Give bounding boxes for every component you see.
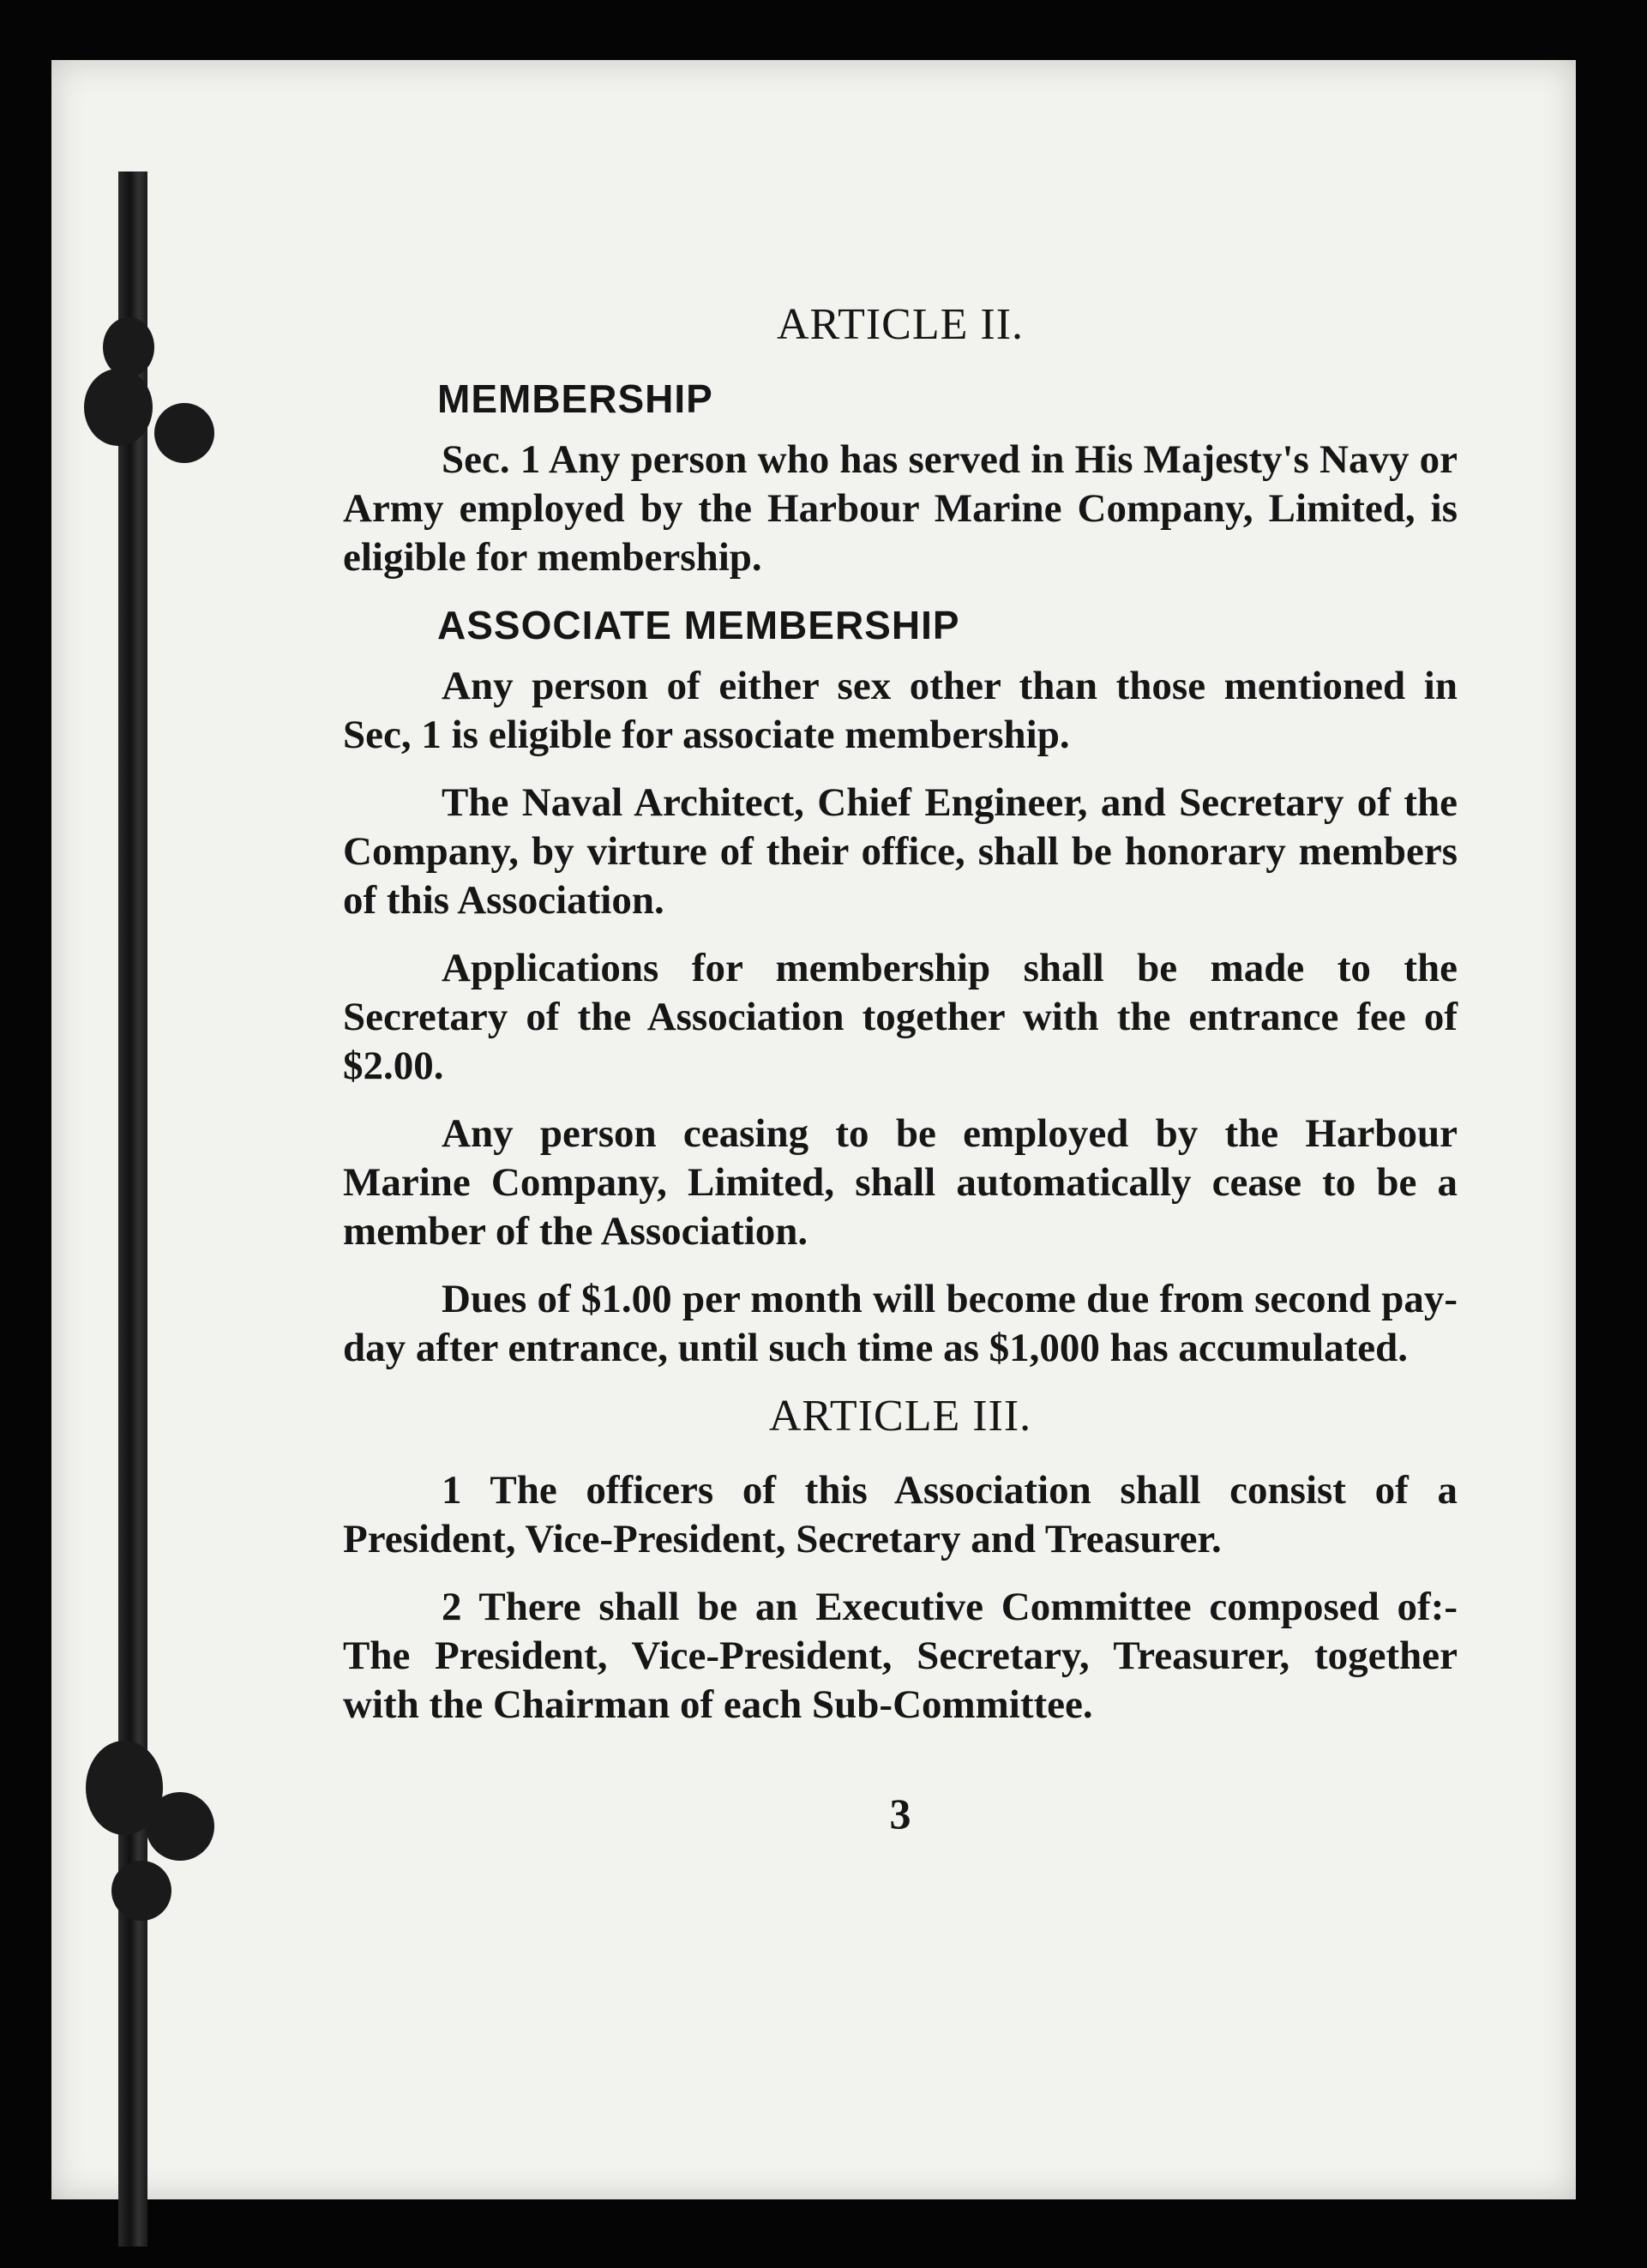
binding-knot-top-2: [154, 403, 214, 463]
officers-paragraph: 1 The officers of this Association shall consist of a President, Vice-President, Secretary and Treasurer.: [343, 1468, 1458, 1561]
membership-heading: MEMBERSHIP: [437, 376, 713, 421]
binding-knot-bottom-3: [111, 1861, 171, 1921]
article-3-title: ARTICLE III.: [768, 1392, 1032, 1441]
sec-1-paragraph: Sec. 1 Any person who has served in His Majesty's Navy or Army employed by the Harbour Marine Company, Limited, is eligible for membership.: [343, 437, 1458, 580]
dues-paragraph: Dues of $1.00 per month will become due from second pay-day after entrance, until such time as $1,000 has accumulated.: [343, 1277, 1458, 1370]
document-text: [343, 300, 1458, 1838]
honorary-paragraph: The Naval Architect, Chief Engineer, and Secretary of the Company, by virture of their office, shall be honorary members of this Association.: [343, 780, 1458, 923]
article-2-title: ARTICLE II.: [776, 300, 1025, 349]
page-number: 3: [889, 1790, 911, 1838]
associate-paragraph: Any person of either sex other than those mentioned in Sec, 1 is eligible for associate membership.: [343, 664, 1458, 757]
binding-knot-top: [84, 369, 153, 446]
applications-paragraph: Applications for membership shall be made to the Secretary of the Association together with the entrance fee of $2.00.: [343, 946, 1458, 1088]
page-binding: [118, 171, 147, 2247]
binding-knot-bottom-2: [146, 1792, 214, 1861]
binding-knot-top-3: [103, 317, 154, 377]
executive-committee-paragraph: 2 There shall be an Executive Committee composed of:- The President, Vice-President, Secretary, Treasurer, together with the Chairman of each Sub-Committee.: [343, 1585, 1458, 1727]
document-page: [51, 60, 1576, 2199]
ceasing-paragraph: Any person ceasing to be employed by the Harbour Marine Company, Limited, shall automatically cease to be a member of the Association.: [343, 1111, 1458, 1254]
associate-membership-heading: ASSOCIATE MEMBERSHIP: [437, 603, 960, 647]
